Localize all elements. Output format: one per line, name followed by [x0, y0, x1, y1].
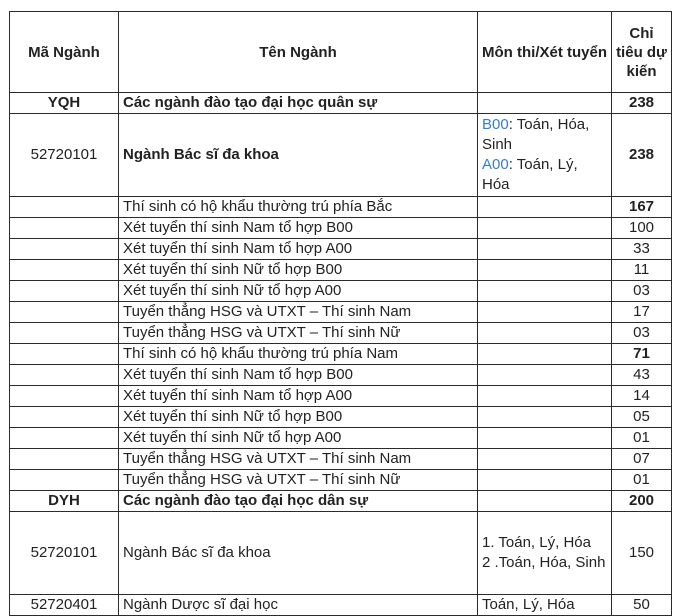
- empty-cell: [10, 197, 119, 218]
- section-name: Các ngành đào tạo đại học dân sự: [119, 491, 478, 512]
- combo-code-a00: A00: [482, 156, 509, 173]
- program-subjects: [478, 512, 612, 595]
- empty-cell: [478, 302, 612, 323]
- row-label: Xét tuyển thí sinh Nam tổ hợp A00: [119, 386, 478, 407]
- program-quota: 150: [612, 512, 672, 595]
- row-quota: 03: [612, 323, 672, 344]
- row-quota: 03: [612, 281, 672, 302]
- section-code: YQH: [10, 93, 119, 114]
- program-quota: 50: [612, 595, 672, 616]
- section-name: Các ngành đào tạo đại học quân sự: [119, 93, 478, 114]
- program-name: Ngành Dược sĩ đại học: [119, 595, 478, 616]
- row-label: Tuyển thẳng HSG và UTXT – Thí sinh Nữ: [119, 323, 478, 344]
- table-row: [10, 260, 672, 281]
- empty-cell: [478, 470, 612, 491]
- section-quota: 200: [612, 491, 672, 512]
- row-label: Tuyển thẳng HSG và UTXT – Thí sinh Nam: [119, 449, 478, 470]
- table-row: [10, 281, 672, 302]
- table-row: [10, 407, 672, 428]
- empty-cell: [10, 323, 119, 344]
- combo-code-b00: B00: [482, 116, 509, 133]
- row-label: Xét tuyển thí sinh Nữ tổ hợp A00: [119, 428, 478, 449]
- program-row: [10, 114, 672, 197]
- table-row: [10, 428, 672, 449]
- row-quota: 100: [612, 218, 672, 239]
- empty-cell: [478, 260, 612, 281]
- region-row-south: [10, 344, 672, 365]
- row-quota: 07: [612, 449, 672, 470]
- empty-cell: [478, 218, 612, 239]
- program-row: [10, 512, 672, 595]
- table-row: [10, 365, 672, 386]
- empty-cell: [10, 365, 119, 386]
- row-label: Tuyển thẳng HSG và UTXT – Thí sinh Nam: [119, 302, 478, 323]
- header-row: [10, 12, 672, 93]
- table-row: [10, 323, 672, 344]
- section-subjects: [478, 491, 612, 512]
- header-quota: Chỉ tiêu dự kiến: [612, 12, 672, 93]
- table-row: [10, 302, 672, 323]
- empty-cell: [10, 470, 119, 491]
- program-quota: 238: [612, 114, 672, 197]
- empty-cell: [10, 344, 119, 365]
- table-row: [10, 239, 672, 260]
- program-row: [10, 595, 672, 616]
- row-label: Xét tuyển thí sinh Nữ tổ hợp A00: [119, 281, 478, 302]
- empty-cell: [478, 428, 612, 449]
- empty-cell: [478, 386, 612, 407]
- empty-cell: [478, 344, 612, 365]
- row-quota: 01: [612, 470, 672, 491]
- section-row-civilian: [10, 491, 672, 512]
- empty-cell: [10, 407, 119, 428]
- row-quota: 11: [612, 260, 672, 281]
- combo-text-b00: : Toán, Hóa, Sinh: [482, 116, 590, 153]
- row-label: Xét tuyển thí sinh Nam tổ hợp B00: [119, 365, 478, 386]
- empty-cell: [478, 407, 612, 428]
- empty-cell: [10, 218, 119, 239]
- header-code: Mã Ngành: [10, 12, 119, 93]
- combo-text-a00: : Toán, Lý, Hóa: [482, 156, 578, 193]
- row-quota: 17: [612, 302, 672, 323]
- table-row: [10, 470, 672, 491]
- header-subjects: Môn thi/Xét tuyển: [478, 12, 612, 93]
- empty-cell: [478, 449, 612, 470]
- section-row-military: [10, 93, 672, 114]
- table-row: [10, 218, 672, 239]
- table-row: [10, 386, 672, 407]
- empty-cell: [10, 449, 119, 470]
- subjects-option-1: 1. Toán, Lý, Hóa: [482, 534, 591, 551]
- empty-cell: [10, 386, 119, 407]
- table-row: [10, 449, 672, 470]
- empty-cell: [10, 428, 119, 449]
- admission-quota-table: [9, 11, 672, 616]
- row-quota: 33: [612, 239, 672, 260]
- row-quota: 05: [612, 407, 672, 428]
- empty-cell: [478, 197, 612, 218]
- empty-cell: [478, 239, 612, 260]
- empty-cell: [478, 365, 612, 386]
- section-quota: 238: [612, 93, 672, 114]
- empty-cell: [10, 302, 119, 323]
- region-label: Thí sinh có hộ khẩu thường trú phía Bắc: [119, 197, 478, 218]
- row-label: Xét tuyển thí sinh Nam tổ hợp B00: [119, 218, 478, 239]
- empty-cell: [478, 323, 612, 344]
- region-quota: 71: [612, 344, 672, 365]
- section-code: DYH: [10, 491, 119, 512]
- row-label: Xét tuyển thí sinh Nam tổ hợp A00: [119, 239, 478, 260]
- empty-cell: [10, 239, 119, 260]
- row-label: Tuyển thẳng HSG và UTXT – Thí sinh Nữ: [119, 470, 478, 491]
- header-name: Tên Ngành: [119, 12, 478, 93]
- empty-cell: [478, 281, 612, 302]
- program-subjects: [478, 114, 612, 197]
- row-label: Xét tuyển thí sinh Nữ tổ hợp B00: [119, 407, 478, 428]
- row-quota: 01: [612, 428, 672, 449]
- program-code: 52720401: [10, 595, 119, 616]
- empty-cell: [10, 260, 119, 281]
- program-name: Ngành Bác sĩ đa khoa: [119, 114, 478, 197]
- region-label: Thí sinh có hộ khẩu thường trú phía Nam: [119, 344, 478, 365]
- program-name: Ngành Bác sĩ đa khoa: [119, 512, 478, 595]
- row-label: Xét tuyển thí sinh Nữ tổ hợp B00: [119, 260, 478, 281]
- region-quota: 167: [612, 197, 672, 218]
- section-subjects: [478, 93, 612, 114]
- subjects-option-2: 2 .Toán, Hóa, Sinh: [482, 554, 606, 571]
- row-quota: 43: [612, 365, 672, 386]
- row-quota: 14: [612, 386, 672, 407]
- program-code: 52720101: [10, 512, 119, 595]
- empty-cell: [10, 281, 119, 302]
- region-row-north: [10, 197, 672, 218]
- program-subjects: Toán, Lý, Hóa: [478, 595, 612, 616]
- program-code: 52720101: [10, 114, 119, 197]
